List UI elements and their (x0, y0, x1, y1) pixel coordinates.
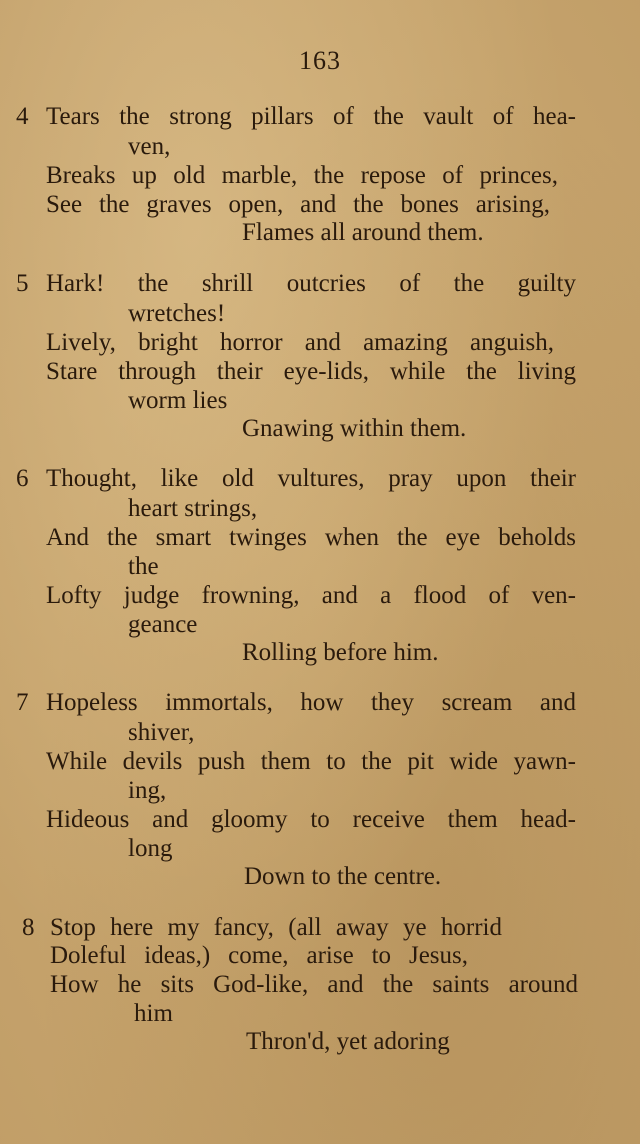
verse-line: Flames all around them. (242, 219, 484, 246)
verse-line: geance (128, 611, 198, 638)
verse-line: Thought, like old vultures, pray upon their (46, 465, 576, 492)
verse-line: Doleful ideas,) come, arise to Jesus, (50, 942, 468, 969)
verse-line: Tears the strong pillars of the vault of hea- (46, 103, 576, 130)
verse-line: Thron'd, yet adoring (246, 1028, 450, 1055)
verse-line: Lively, bright horror and amazing anguish, (46, 329, 554, 356)
verse-line: ing, (128, 777, 167, 804)
verse-line: heart strings, (128, 495, 258, 522)
verse-line: ven, (128, 133, 171, 160)
verse-line: Hopeless immortals, how they scream and (46, 689, 576, 716)
verse-line: Down to the centre. (244, 863, 442, 890)
verse-line: See the graves open, and the bones arising, (46, 191, 550, 218)
verse-line: Rolling before him. (242, 639, 439, 666)
verse-line: worm lies (128, 387, 228, 414)
stanza-number: 4 (16, 103, 29, 130)
stanza-number: 6 (16, 465, 29, 492)
verse-line: How he sits God-like, and the saints around (50, 971, 578, 998)
verse-line: Hark! the shrill outcries of the guilty (46, 270, 576, 297)
stanza-number: 8 (22, 914, 35, 941)
verse-line: Breaks up old marble, the repose of princes, (46, 162, 558, 189)
verse-line: Stop here my fancy, (all away ye horrid (50, 914, 502, 941)
verse-line: shiver, (128, 719, 195, 746)
page-number: 163 (299, 46, 341, 75)
verse-line: And the smart twinges when the eye beholds (46, 524, 576, 551)
verse-line: Gnawing within them. (242, 415, 467, 442)
stanza-number: 7 (16, 689, 29, 716)
stanza-number: 5 (16, 270, 29, 297)
verse-line: Hideous and gloomy to receive them head- (46, 806, 576, 833)
verse-line: wretches! (128, 300, 226, 327)
verse-line: While devils push them to the pit wide yawn- (46, 748, 576, 775)
verse-line: him (134, 1000, 173, 1027)
verse-line: the (128, 553, 159, 580)
verse-line: Stare through their eye-lids, while the living (46, 358, 576, 385)
verse-line: long (128, 835, 173, 862)
verse-line: Lofty judge frowning, and a flood of ven- (46, 582, 576, 609)
